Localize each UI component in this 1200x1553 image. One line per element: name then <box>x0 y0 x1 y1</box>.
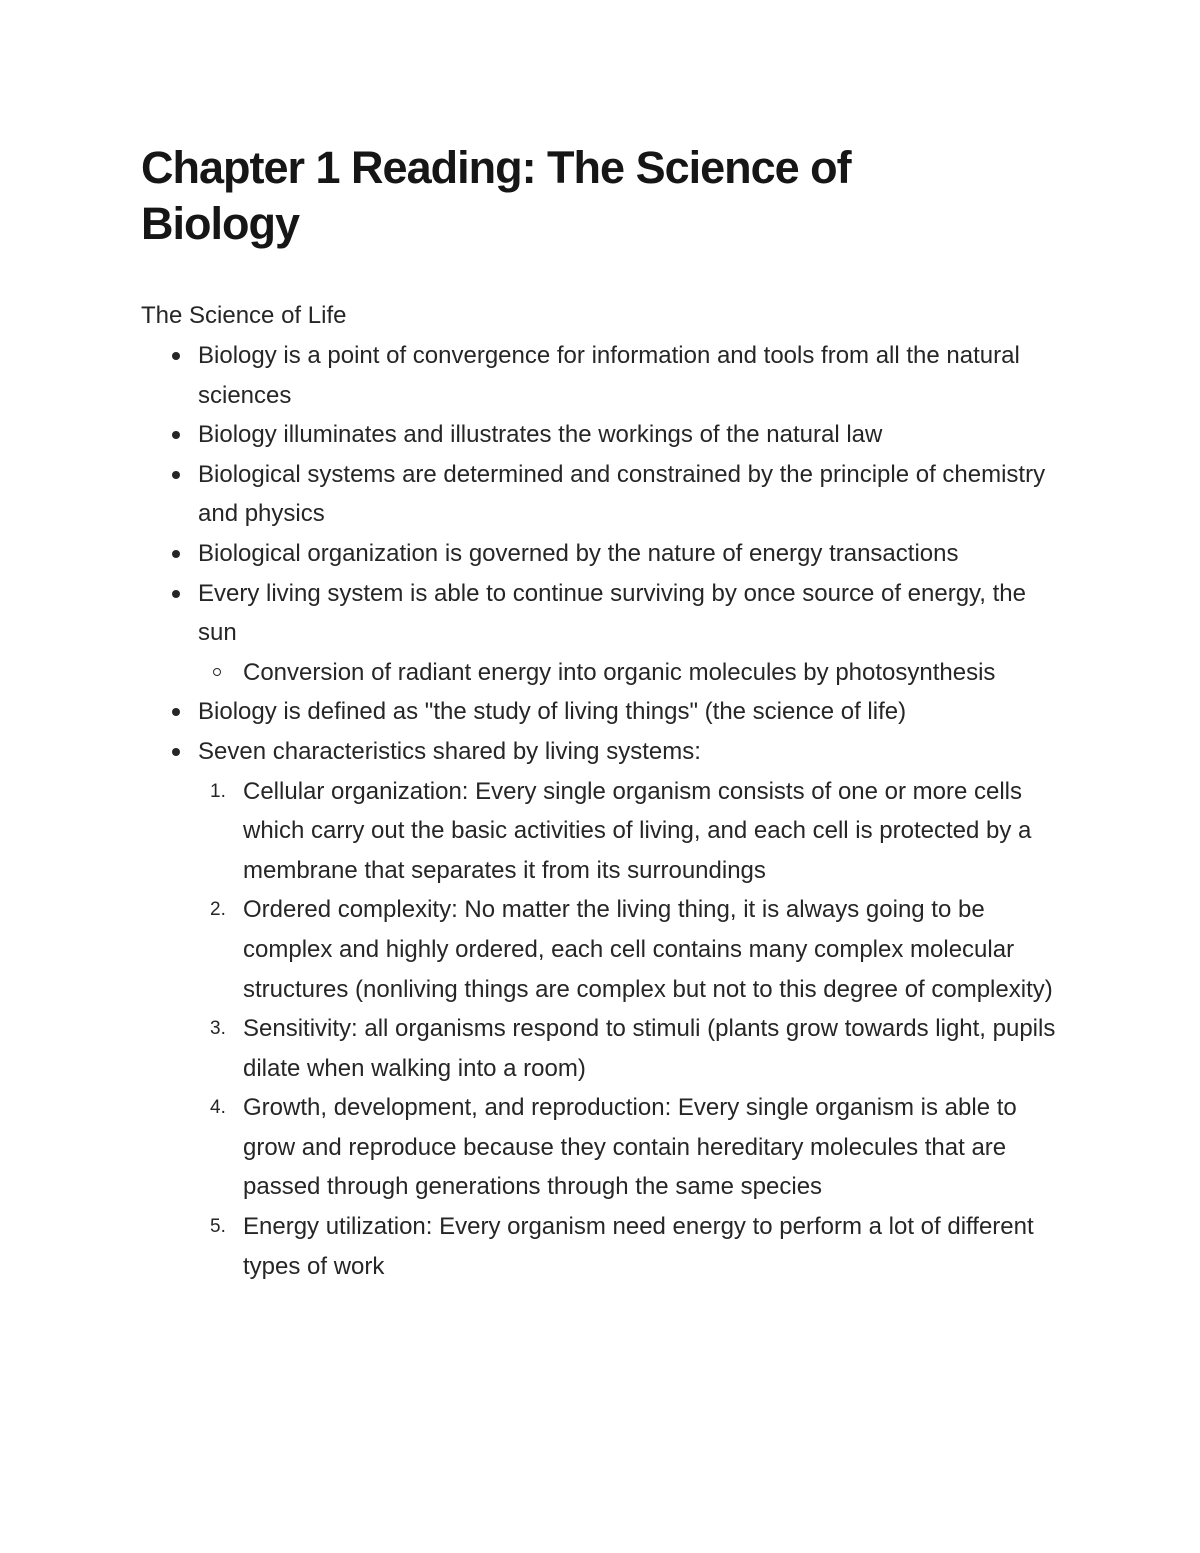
list-item <box>141 732 1071 1286</box>
numbered-item <box>198 772 1071 891</box>
numbered-item <box>198 1009 1071 1088</box>
page-title: Chapter 1 Reading: The Science of Biology <box>141 142 851 249</box>
numbered-item-text: Ordered complexity: No matter the living thing, it is always going to be complex and highly ordered, each cell contains many complex molecular structures (nonliving things are complex but not to this degree of complexity) <box>243 896 1053 1003</box>
characteristics-list <box>198 772 1071 1287</box>
bullet-circle-icon <box>213 668 221 676</box>
numbered-item <box>198 890 1071 1009</box>
item-number: 2. <box>210 899 226 921</box>
list-item <box>141 336 1071 415</box>
list-item-text: Biology is a point of convergence for information and tools from all the natural sciences <box>198 342 1020 409</box>
numbered-item-text: Cellular organization: Every single organism consists of one or more cells which carry out the basic activities of living, and each cell is protected by a membrane that separates it from its surroundings <box>243 777 1032 884</box>
list-item <box>141 534 1071 574</box>
numbered-item <box>198 1207 1071 1286</box>
list-item-text: Biology illuminates and illustrates the workings of the natural law <box>198 421 883 449</box>
list-item-text: Biological systems are determined and constrained by the principle of chemistry and physics <box>198 460 1046 528</box>
item-number: 1. <box>210 780 226 802</box>
bullet-dot-icon <box>172 471 180 479</box>
section-heading: The Science of Life <box>141 302 347 329</box>
sub-bullet-list <box>198 653 1071 693</box>
list-item <box>141 455 1071 534</box>
list-item-text: Seven characteristics shared by living systems: <box>198 737 701 765</box>
item-number: 5. <box>210 1216 226 1238</box>
bullet-dot-icon <box>172 590 180 598</box>
bullet-dot-icon <box>172 352 180 360</box>
list-item <box>141 574 1071 693</box>
numbered-item-text: Growth, development, and reproduction: Every single organism is able to grow and reproduce because they contain hereditary molecules that are passed through generations through the same species <box>243 1094 1017 1201</box>
numbered-item <box>198 1088 1071 1207</box>
sub-list-item-text: Conversion of radiant energy into organic molecules by photosynthesis <box>243 658 996 686</box>
sub-list-item <box>198 653 1071 693</box>
numbered-item-text: Sensitivity: all organisms respond to stimuli (plants grow towards light, pupils dilate when walking into a room) <box>243 1015 1056 1082</box>
document-page <box>141 140 1071 1286</box>
numbered-item-text: Energy utilization: Every organism need energy to perform a lot of different types of work <box>243 1213 1034 1280</box>
bullet-list <box>141 336 1071 1286</box>
list-item-text: Every living system is able to continue surviving by once source of energy, the sun <box>198 579 1026 647</box>
bullet-dot-icon <box>172 550 180 558</box>
bullet-dot-icon <box>172 748 180 756</box>
list-item-text: Biological organization is governed by the nature of energy transactions <box>198 539 959 567</box>
bullet-dot-icon <box>172 708 180 716</box>
bullet-dot-icon <box>172 431 180 439</box>
list-item <box>141 692 1071 732</box>
item-number: 4. <box>210 1097 226 1119</box>
list-item-text: Biology is defined as "the study of living things" (the science of life) <box>198 698 907 726</box>
item-number: 3. <box>210 1018 226 1040</box>
list-item <box>141 415 1071 455</box>
